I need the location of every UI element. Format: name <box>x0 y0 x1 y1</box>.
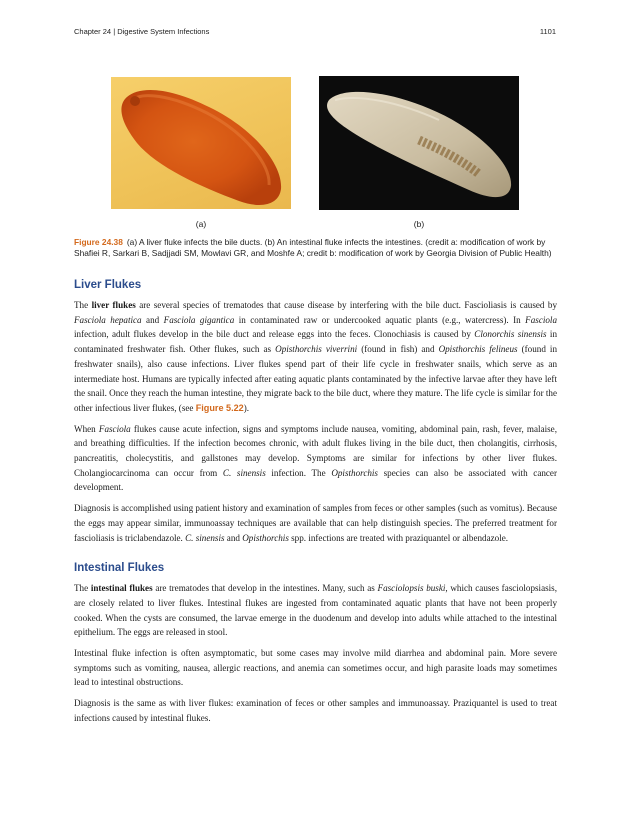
text-run: in contaminated freshwater fish. Other flukes, such as <box>74 329 558 355</box>
text-run: spp. infections are treated with praziquantel or albendazole. <box>288 532 509 543</box>
species-name: C. sinensis <box>222 467 266 478</box>
figure-caption <box>74 237 559 259</box>
species-name: Fasciolopsis buski <box>377 583 446 594</box>
text-run: When <box>74 423 99 434</box>
text-run: The <box>74 300 92 310</box>
figure-label-b: (b) <box>413 219 425 229</box>
text-run: and <box>224 532 243 543</box>
intestinal-fluke-illustration <box>319 76 519 210</box>
text-run: species can also be associated with cancer development. <box>74 467 557 493</box>
intestinal-paragraph-2: Intestinal fluke infection is often asymptomatic, but some cases may involve mild diarrhea and abdominal pain. More severe symptoms such as vomiting, nausea, allergic reactions, and anemia can sometimes occur, and high parasite loads may sometimes lead to intestinal obstructions. <box>74 648 557 688</box>
text-run: in contaminated raw or undercooked aquatic plants (e.g., watercress). In <box>234 314 526 325</box>
text-run: Diagnosis is accomplished using patient history and examination of samples from feces or other samples (such as vomitus). Because the eggs may appear similar, immunoassay techniques are available that can help distinguish species. The preferred treatment for fascioliasis is triclabendazole. <box>74 503 557 543</box>
species-name: Opisthorchis felineus <box>438 344 518 355</box>
figure-caption-text: (a) A liver fluke infects the bile ducts. (b) An intestinal fluke infects the intestines. (credit a: modification of work by Shafiei R, Sarkari B, Sadjjadi SM, Mowlavi GR, and Moshfe A; credit b: modification of work by Georgia Division of Public Health) <box>74 237 552 258</box>
term-intestinal-flukes: intestinal flukes <box>90 583 153 594</box>
chapter-title: Chapter 24 | Digestive System Infections <box>74 27 210 36</box>
liver-fluke-illustration <box>111 77 291 209</box>
page-number: 1101 <box>539 27 556 36</box>
term-liver-flukes: liver flukes <box>91 300 136 310</box>
species-name: Clonorchis sinensis <box>474 329 547 340</box>
species-name: C. sinensis <box>185 532 225 543</box>
text-run: The <box>74 583 91 594</box>
figure-number: Figure 24.38 <box>74 237 123 247</box>
species-name: Opisthorchis <box>242 532 289 543</box>
text-run: (found in freshwater snails), also cause infections. Liver flukes spend part of their life cycle in freshwater snails, which serve as an intermediate host. Humans are typically infected after eating aquatic plants contaminated by the infective larvae after they have left the snail. Once they reach the human intestine, they migrate back to the bile duct, where they mature. The life cycle is similar for the other infectious liver flukes, (see <box>74 344 557 413</box>
text-run: infection, adult flukes develop in the bile duct and release eggs into the feces. Clonochiasis is caused by <box>74 329 475 340</box>
figure-5-22-link[interactable]: Figure 5.22 <box>195 402 244 413</box>
section-heading-liver-flukes: Liver Flukes <box>74 279 142 291</box>
text-run: are trematodes that develop in the intestines. Many, such as <box>152 583 378 594</box>
liver-paragraph-3 <box>74 501 557 545</box>
text-run: , which causes fasciolopsiasis, are closely related to liver flukes. Intestinal flukes are ingested from contaminated aquatic plants that have not been properly cooked. When the cysts are consumed, the larvae emerge in the duodenum and develop into adults while attached to the intestinal epithelium. The eggs are released in stool. <box>74 583 557 638</box>
text-run: and <box>141 314 164 325</box>
species-name: Fasciola <box>525 314 557 325</box>
page-header <box>74 27 556 36</box>
liver-paragraph-1 <box>74 298 557 416</box>
text-run: flukes cause acute infection, signs and symptoms include nausea, vomiting, abdominal pain, rash, fever, malaise, and breathing difficulties. If the infection becomes chronic, with adult flukes living in the bile duct, then cholangitis, cirrhosis, pancreatitis, cholecystitis, and gallstones may develop. Symptoms are similar for infections by other liver flukes. Cholangiocarcinoma can occur from <box>74 423 557 478</box>
liver-paragraph-2 <box>74 422 557 496</box>
section-heading-intestinal-flukes: Intestinal Flukes <box>74 562 165 575</box>
species-name: Fasciola hepatica <box>74 314 142 325</box>
liver-fluke-photo <box>111 77 291 209</box>
figure-label-a: (a) <box>195 219 207 229</box>
intestinal-fluke-photo <box>319 76 519 210</box>
species-name: Opisthorchis <box>331 467 378 478</box>
text-run: infection. The <box>265 467 332 478</box>
intestinal-paragraph-3: Diagnosis is the same as with liver flukes: examination of feces or other samples and immunoassay. Praziquantel is used to treat infections caused by intestinal flukes. <box>74 698 557 723</box>
text-run: (found in fish) and <box>357 344 439 355</box>
main-content <box>74 279 557 732</box>
species-name: Opisthorchis viverrini <box>275 344 358 355</box>
species-name: Fasciola gigantica <box>163 314 235 325</box>
text-run: ). <box>243 402 250 413</box>
intestinal-paragraph-1 <box>74 581 557 640</box>
text-run: are several species of trematodes that cause disease by interfering with the bile duct. Fascioliasis is caused by <box>135 300 557 310</box>
species-name: Fasciola <box>98 423 131 434</box>
